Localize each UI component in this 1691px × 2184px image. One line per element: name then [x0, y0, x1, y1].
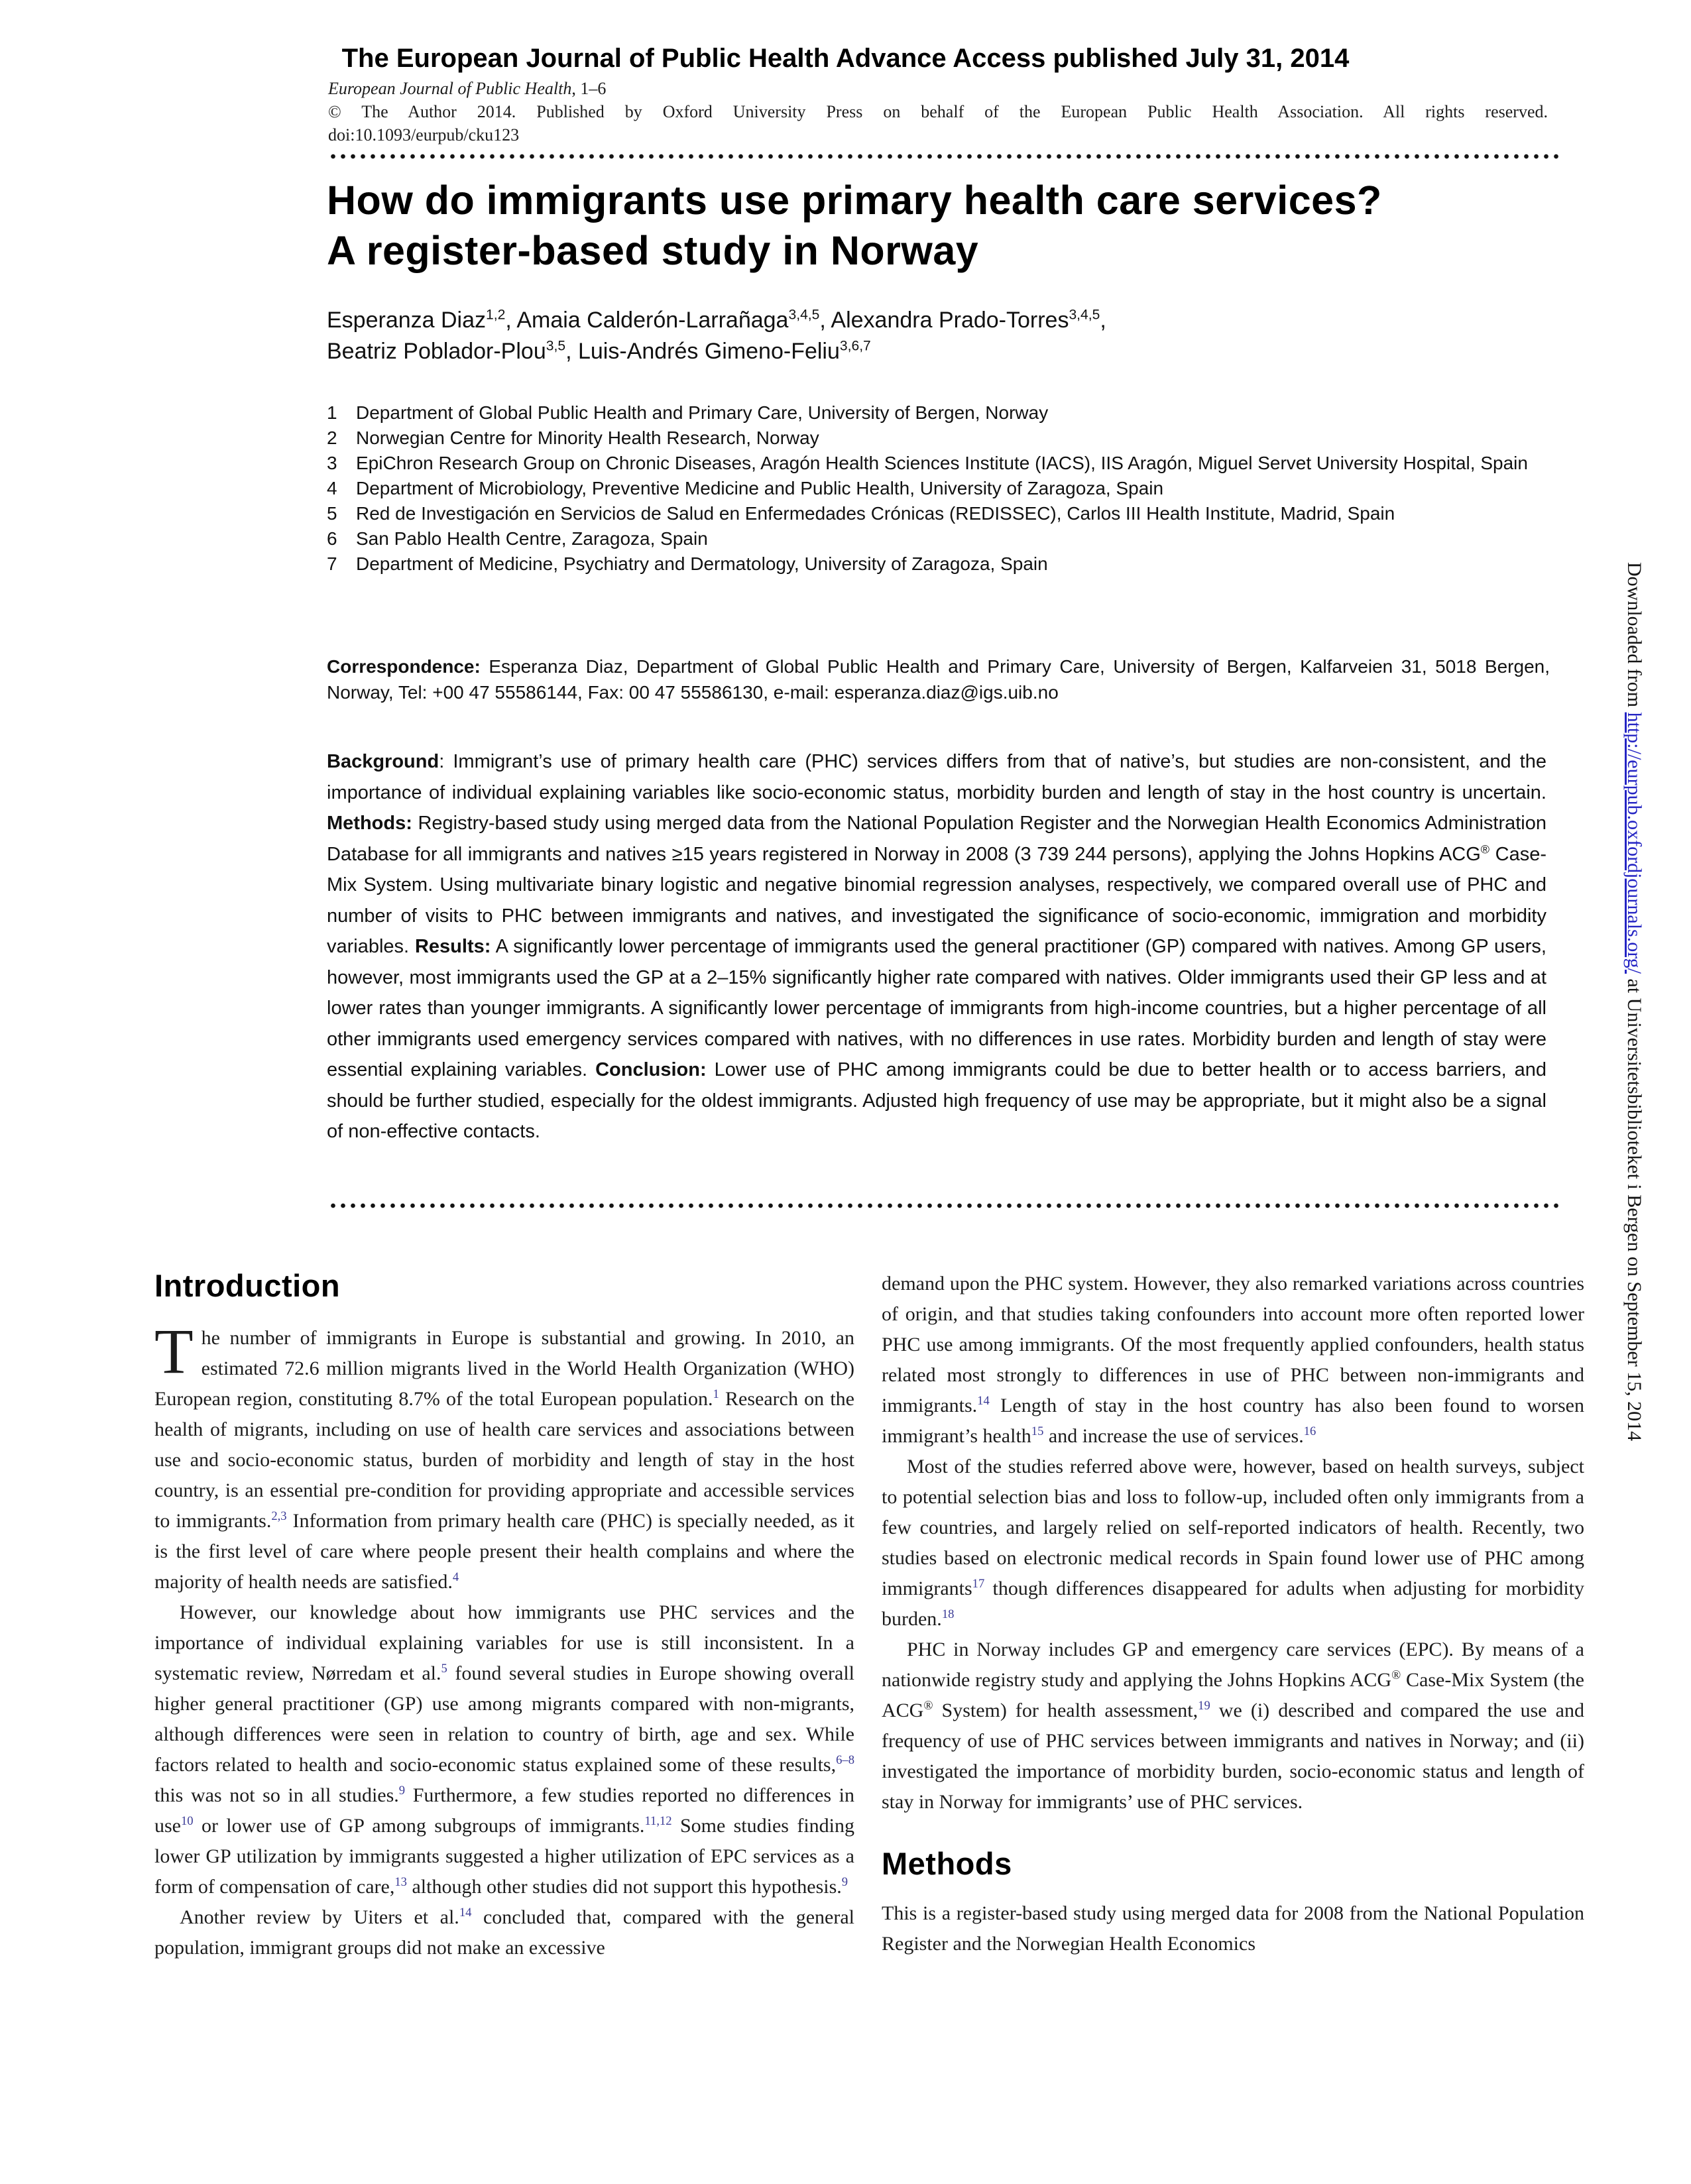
- superscript: 3,5: [546, 338, 566, 354]
- text-segment: Lower use of PHC among immigrants could be due to better health or to access barriers, and should be further studied, especially for the oldest immigrants. Adjusted high frequency of use may be appropriate, but it might also be a signal of non-effective contacts.: [327, 1059, 1546, 1142]
- citation-ref: 6–8: [836, 1753, 854, 1767]
- citation-ref: 1: [713, 1387, 719, 1401]
- text-segment: Beatriz Poblador-Plou: [327, 339, 546, 364]
- article-meta: [328, 77, 1548, 146]
- citation-ref: 19: [1198, 1699, 1210, 1713]
- intro-paragraph-2: [154, 1597, 854, 1902]
- text-segment: Correspondence:: [327, 656, 481, 677]
- superscript: ®: [1480, 842, 1490, 856]
- citation-ref: 5: [441, 1661, 447, 1676]
- text-segment: European Journal of Public Health: [328, 79, 572, 98]
- affiliation-number: 4: [327, 478, 337, 498]
- abstract: [327, 746, 1546, 1147]
- affiliation-number: 1: [327, 402, 337, 423]
- superscript: 3,4,5: [1069, 307, 1100, 323]
- authors-line-1: [327, 305, 1586, 336]
- download-url-link[interactable]: http://eurpub.oxfordjournals.org/: [1623, 712, 1645, 974]
- text-segment: Another review by Uiters et al.: [180, 1906, 459, 1928]
- affiliation-row: [327, 400, 1560, 426]
- affiliation-number: 2: [327, 428, 337, 448]
- affiliation-text: San Pablo Health Centre, Zaragoza, Spain: [356, 528, 708, 549]
- affiliation-list: [327, 400, 1560, 577]
- text-segment: Esperanza Diaz: [327, 308, 487, 333]
- text-segment: Esperanza Diaz, Department of Global Public Health and Primary Care, University of Bergen, Kalfarveien 31, 5018 Bergen, Norway, Tel: +00 47 55586144, Fax: 00 47 55586130, e-mail: esperanza.diaz@igs.uib.no: [327, 656, 1550, 703]
- text-segment: PHC in Norway includes GP and emergency care services (EPC). By means of a nationwide registry study and applying the Johns Hopkins ACG: [882, 1638, 1584, 1691]
- affiliation-text: Norwegian Centre for Minority Health Research, Norway: [356, 428, 819, 448]
- dropcap-letter: T: [154, 1315, 194, 1387]
- section-heading-methods: Methods: [882, 1846, 1012, 1881]
- affiliation-text: Department of Medicine, Psychiatry and Dermatology, University of Zaragoza, Spain: [356, 553, 1048, 574]
- right-column: [882, 1269, 1584, 1959]
- citation-ref: 11,12: [644, 1813, 672, 1828]
- superscript: ®: [923, 1699, 933, 1713]
- affiliation-row: [327, 551, 1560, 577]
- intro-paragraph-3: [154, 1902, 854, 1963]
- text-segment: Most of the studies referred above were, however, based on health surveys, subject to potential selection bias and loss to follow-up, included often only immigrants from a few countries, and largely relied on self-reported indicators of health. Recently, two studies based on electronic medical records in Spain found lower use of PHC among immigrants: [882, 1456, 1584, 1599]
- citation-ref: 9: [841, 1874, 848, 1889]
- citation-ref: 13: [394, 1874, 407, 1889]
- text-segment: , Alexandra Prado-Torres: [819, 308, 1069, 333]
- text-segment: Methods:: [327, 813, 412, 834]
- section-heading-introduction: Introduction: [154, 1268, 341, 1303]
- text-segment: , Luis-Andrés Gimeno-Feliu: [565, 339, 840, 364]
- title-line-2: A register-based study in Norway: [327, 228, 979, 273]
- affiliation-text: Department of Microbiology, Preventive Medicine and Public Health, University of Zaragoza, Spain: [356, 478, 1164, 498]
- text-segment: Case-Mix System (the ACG: [882, 1669, 1584, 1721]
- copyright-line: © The Author 2014. Published by Oxford University Press on behalf of the European Public Health Association. All rights reserved.: [328, 102, 1548, 121]
- superscript: 3,4,5: [788, 307, 820, 323]
- citation-ref: 17: [972, 1577, 985, 1591]
- text-segment: at Universitetsbiblioteket i Bergen on September 15, 2014: [1623, 974, 1645, 1442]
- text-segment: and increase the use of services.: [1043, 1425, 1304, 1447]
- text-segment: : Immigrant’s use of primary health care (PHC) services differs from that of native’s, but studies are non-consistent, and the importance of individual explaining variables like socio-economic status, morbidity burden and length of stay in the host country is uncertain.: [327, 751, 1546, 803]
- text-segment: Furthermore, a few studies reported no differences in use: [154, 1784, 854, 1837]
- text-segment: this was not so in all studies.: [154, 1784, 399, 1806]
- affiliation-row: [327, 501, 1560, 526]
- affiliation-number: 5: [327, 503, 337, 524]
- advance-access-banner: The European Journal of Public Health Advance Access published July 31, 2014: [341, 44, 1350, 73]
- journal-citation: [328, 77, 1548, 100]
- citation-ref: 16: [1303, 1424, 1316, 1438]
- affiliation-row: [327, 476, 1560, 501]
- text-segment: Downloaded from: [1623, 562, 1645, 713]
- authors-line-2: [327, 336, 1586, 367]
- text-segment: we (i) described and compared the use and frequency of use of PHC services between immigrants and natives in Norway; and (ii) investigated the importance of morbidity burden, socio-economic status and length of stay in Norway for immigrants’ use of PHC services.: [882, 1699, 1584, 1813]
- text-segment: Conclusion:: [595, 1059, 707, 1080]
- right-paragraph-3: [882, 1635, 1584, 1817]
- affiliation-row: [327, 426, 1560, 451]
- superscript: ®: [1391, 1668, 1401, 1682]
- text-segment: However, our knowledge about how immigrants use PHC services and the importance of individual explaining variables for use is still inconsistent. In a systematic review, Nørredam et al.: [154, 1601, 854, 1684]
- citation-ref: 2,3: [271, 1509, 287, 1523]
- text-segment: Background: [327, 751, 439, 772]
- citation-ref: 14: [459, 1905, 472, 1920]
- affiliation-row: [327, 451, 1560, 476]
- left-column: [154, 1269, 854, 1963]
- text-segment: ,: [1100, 308, 1106, 333]
- text-segment: he number of immigrants in Europe is substantial and growing. In 2010, an estimated 72.6 million migrants lived in the World Health Organization (WHO) European region, constituting 8.7% of the total European population.: [154, 1326, 854, 1410]
- text-segment: although other studies did not support this hypothesis.: [406, 1875, 842, 1898]
- dotted-divider-bottom: [328, 1202, 1562, 1209]
- text-segment: Information from primary health care (PHC) is specially needed, as it is the first level of care where people present their health complains and where the majority of health needs are satisfied.: [154, 1509, 854, 1593]
- doi-line: doi:10.1093/eurpub/cku123: [328, 125, 520, 144]
- text-segment: or lower use of GP among subgroups of immigrants.: [193, 1814, 645, 1837]
- text-segment: Some studies finding lower GP utilization by immigrants suggested a higher utilization of EPC services as a form of compensation of care,: [154, 1814, 854, 1898]
- text-segment: , 1–6: [571, 79, 607, 98]
- text-segment: concluded that, compared with the general population, immigrant groups did not make an excessive: [154, 1906, 855, 1959]
- article-title: [327, 175, 1586, 276]
- intro-paragraph-1-text: [154, 1327, 854, 1593]
- text-segment: System) for health assessment,: [933, 1699, 1198, 1721]
- affiliation-text: EpiChron Research Group on Chronic Diseases, Aragón Health Sciences Institute (IACS), IIS Aragón, Miguel Servet University Hospital, Spain: [356, 453, 1528, 473]
- text-segment: Length of stay in the host country has also been found to worsen immigrant’s health: [882, 1395, 1584, 1447]
- citation-ref: 9: [398, 1783, 406, 1798]
- superscript: 3,6,7: [839, 338, 871, 354]
- affiliation-number: 3: [327, 453, 337, 473]
- download-notice-sidebar: [1623, 562, 1645, 1441]
- title-line-1: How do immigrants use primary health care services?: [327, 178, 1382, 223]
- text-segment: A significantly lower percentage of immigrants used the general practitioner (GP) compared with natives. Among GP users, however, most immigrants used the GP at a 2–15% significantly higher rate compared with natives. Older immigrants used their GP less and at lower rates than younger immigrants. A significantly lower percentage of immigrants from high-income countries, but a higher percentage of all other immigrants used emergency services compared with natives, with no differences in use rates. Morbidity burden and length of stay were essential explaining variables.: [327, 936, 1546, 1080]
- text-segment: This is a register-based study using merged data for 2008 from the National Population Register and the Norwegian Health Economics: [882, 1902, 1584, 1955]
- affiliation-row: [327, 526, 1560, 551]
- methods-paragraph-1: [882, 1898, 1584, 1959]
- right-paragraph-2: [882, 1452, 1584, 1635]
- author-list: [327, 305, 1586, 367]
- dotted-divider-top: [328, 153, 1562, 160]
- affiliation-number: 6: [327, 528, 337, 549]
- text-segment: found several studies in Europe showing overall higher general practitioner (GP) use among migrants compared with non-migrants, although differences were seen in relation to country of birth, age and sex. While factors related to health and socio-economic status explained some of these results,: [154, 1662, 854, 1776]
- citation-ref: 14: [977, 1394, 990, 1408]
- superscript: 1,2: [486, 307, 506, 323]
- text-segment: Registry-based study using merged data from the National Population Register and the Norwegian Health Economics Administration Database for all immigrants and natives ≥15 years registered in Norway in 2008 (3 739 244 persons), applying the Johns Hopkins ACG: [327, 813, 1546, 865]
- text-segment: demand upon the PHC system. However, they also remarked variations across countries of origin, and that studies taking confounders into account more often reported lower PHC use among immigrants. Of the most frequently applied confounders, health status related most strongly to differences in use of PHC between non-immigrants and immigrants.: [882, 1273, 1584, 1416]
- text-segment: Case-Mix System. Using multivariate binary logistic and negative binomial regression analyses, respectively, we compared overall use of PHC and number of visits to PHC between immigrants and natives, and investigated the significance of socio-economic, immigration and morbidity variables.: [327, 843, 1547, 957]
- correspondence-block: [327, 654, 1550, 705]
- citation-ref: 10: [181, 1813, 194, 1828]
- citation-ref: 4: [452, 1570, 459, 1584]
- intro-paragraph-1: [154, 1315, 854, 1597]
- text-segment: though differences disappeared for adults when adjusting for morbidity burden.: [882, 1578, 1584, 1630]
- right-paragraph-1: [882, 1269, 1584, 1452]
- text-segment: Research on the health of migrants, including on use of health care services and associations between use and socio-economic status, burden of morbidity and length of stay in the host country, is an essential pre-condition for providing appropriate and accessible services to immigrants.: [154, 1387, 854, 1532]
- affiliation-number: 7: [327, 553, 337, 574]
- text-segment: Results:: [414, 936, 491, 957]
- citation-ref: 18: [941, 1607, 955, 1621]
- text-segment: , Amaia Calderón-Larrañaga: [505, 308, 789, 333]
- affiliation-text: Department of Global Public Health and Primary Care, University of Bergen, Norway: [356, 402, 1049, 423]
- citation-ref: 15: [1031, 1424, 1044, 1438]
- affiliation-text: Red de Investigación en Servicios de Salud en Enfermedades Crónicas (REDISSEC), Carlos III Health Institute, Madrid, Spain: [356, 503, 1395, 524]
